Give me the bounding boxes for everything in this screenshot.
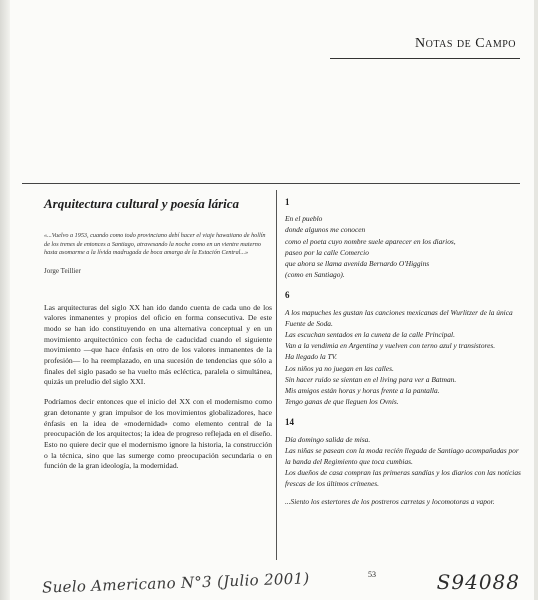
handwritten-catalog-number: S94088 (436, 570, 520, 594)
poem-section (285, 290, 525, 407)
article-body (44, 303, 272, 473)
poem-line: Tengo ganas de que lleguen los Ovnis. (285, 397, 399, 407)
poem-line: Día domingo salida de misa. (285, 434, 371, 444)
article-title: Arquitectura cultural y poesía lárica (44, 196, 240, 211)
poem-section (285, 417, 525, 506)
column-divider (276, 190, 277, 560)
section-header: Notas de Campo (415, 36, 516, 51)
handwritten-source-note: Suelo Americano N°3 (Julio 2001) (41, 569, 310, 597)
poem-line: como el poeta cuyo nombre suele aparecer en los diarios, (285, 236, 456, 246)
poem-line: A los mapuches les gustan las canciones mexicanas del Wurlitzer de la única Fuente de Soda. (285, 307, 513, 328)
header-rule (330, 58, 520, 59)
poem-line: donde algunos me conocen (285, 225, 366, 235)
poem-line: que ahora se llama avenida Bernardo O'Higgins (285, 259, 430, 269)
poem-line: Las niñas se pasean con la moda recién llegada de Santiago acompañadas por la banda del Regimiento que toca cumbias. (285, 445, 519, 467)
page-number: 53 (368, 570, 376, 579)
poem-line: (como en Santiago). (285, 270, 345, 280)
poem-number: 1 (285, 197, 290, 207)
poem-line: Los niños ya no juegan en las calles. (285, 363, 394, 373)
poem-column (285, 197, 525, 517)
poem-number: 14 (285, 417, 294, 428)
body-paragraph: Podríamos decir entonces que el inicio del XX con el modernismo como gran detonante y gran impulsor de los movimientos globalizadores, hace énfasis en la idea de «modernidad» como elemento central de la preocupación de los arquitectos; la idea de progreso reflejada en el diseño. Esto no quiere decir que el modernismo ignore la historia, la construcción o la técnica, sino que las sumerge como preocupación secundaria o en función de la gran ideología, la modernidad. (44, 397, 272, 471)
poem-line: paseo por la calle Comercio (285, 247, 369, 257)
poem-line: Ha llegado la TV. (285, 352, 338, 362)
epigraph-author: Jorge Teillier (44, 266, 81, 275)
page-edge-shadow (0, 0, 10, 600)
body-paragraph: Las arquitecturas del siglo XX han ido dando cuenta de cada uno de los valores inmanentes y propios del oficio en forma consecutiva. De este modo se han ido constituyendo en una alternativa conceptual y en un movimiento arquitectónico con fecha de caducidad cuando el siguiente movimiento —que hace énfasis en otro de los valores inmanentes de la profesión— lo ha reemplazado, en una sucesión de tendencias que sólo a finales del siglo pasado se ha vuelto más ecléctica, paralela o simultánea, quizás un preludio del siglo XXI. (44, 302, 272, 387)
article-column (44, 196, 272, 481)
section-rule (22, 183, 520, 184)
poem-line: Los dueños de casa compran las primeras sandías y los diarios con las noticias frescas de los últimos crímenes. (285, 468, 521, 489)
poem-section (285, 197, 525, 280)
poem-line: ...Siento los estertores de los postreros carretas y locomotoras a vapor. (285, 496, 495, 506)
epigraph: «...Vuelvo a 1953, cuando como todo provinciano debí hacer el viaje hawaiiano de hollín de los trenes de entonces a Santiago, atravesando la noche como en un vientre materno hasta asomarme a la lívida madrugada de boca amarga de la Estación Central...» (44, 232, 266, 256)
poem-line: En el pueblo (285, 214, 323, 224)
poem-number: 6 (285, 290, 290, 301)
poem-line: Sin hacer ruido se sientan en el living para ver a Batman. (285, 374, 457, 384)
page-edge-right (534, 0, 538, 600)
poem-line: Van a la vendimia en Argentina y vuelven con terno azul y transistores. (285, 341, 496, 351)
poem-line: Mis amigos están horas y horas frente a la pantalla. (285, 386, 440, 396)
poem-line: Las escuchan sentados en la cuneta de la calle Principal. (285, 330, 455, 340)
